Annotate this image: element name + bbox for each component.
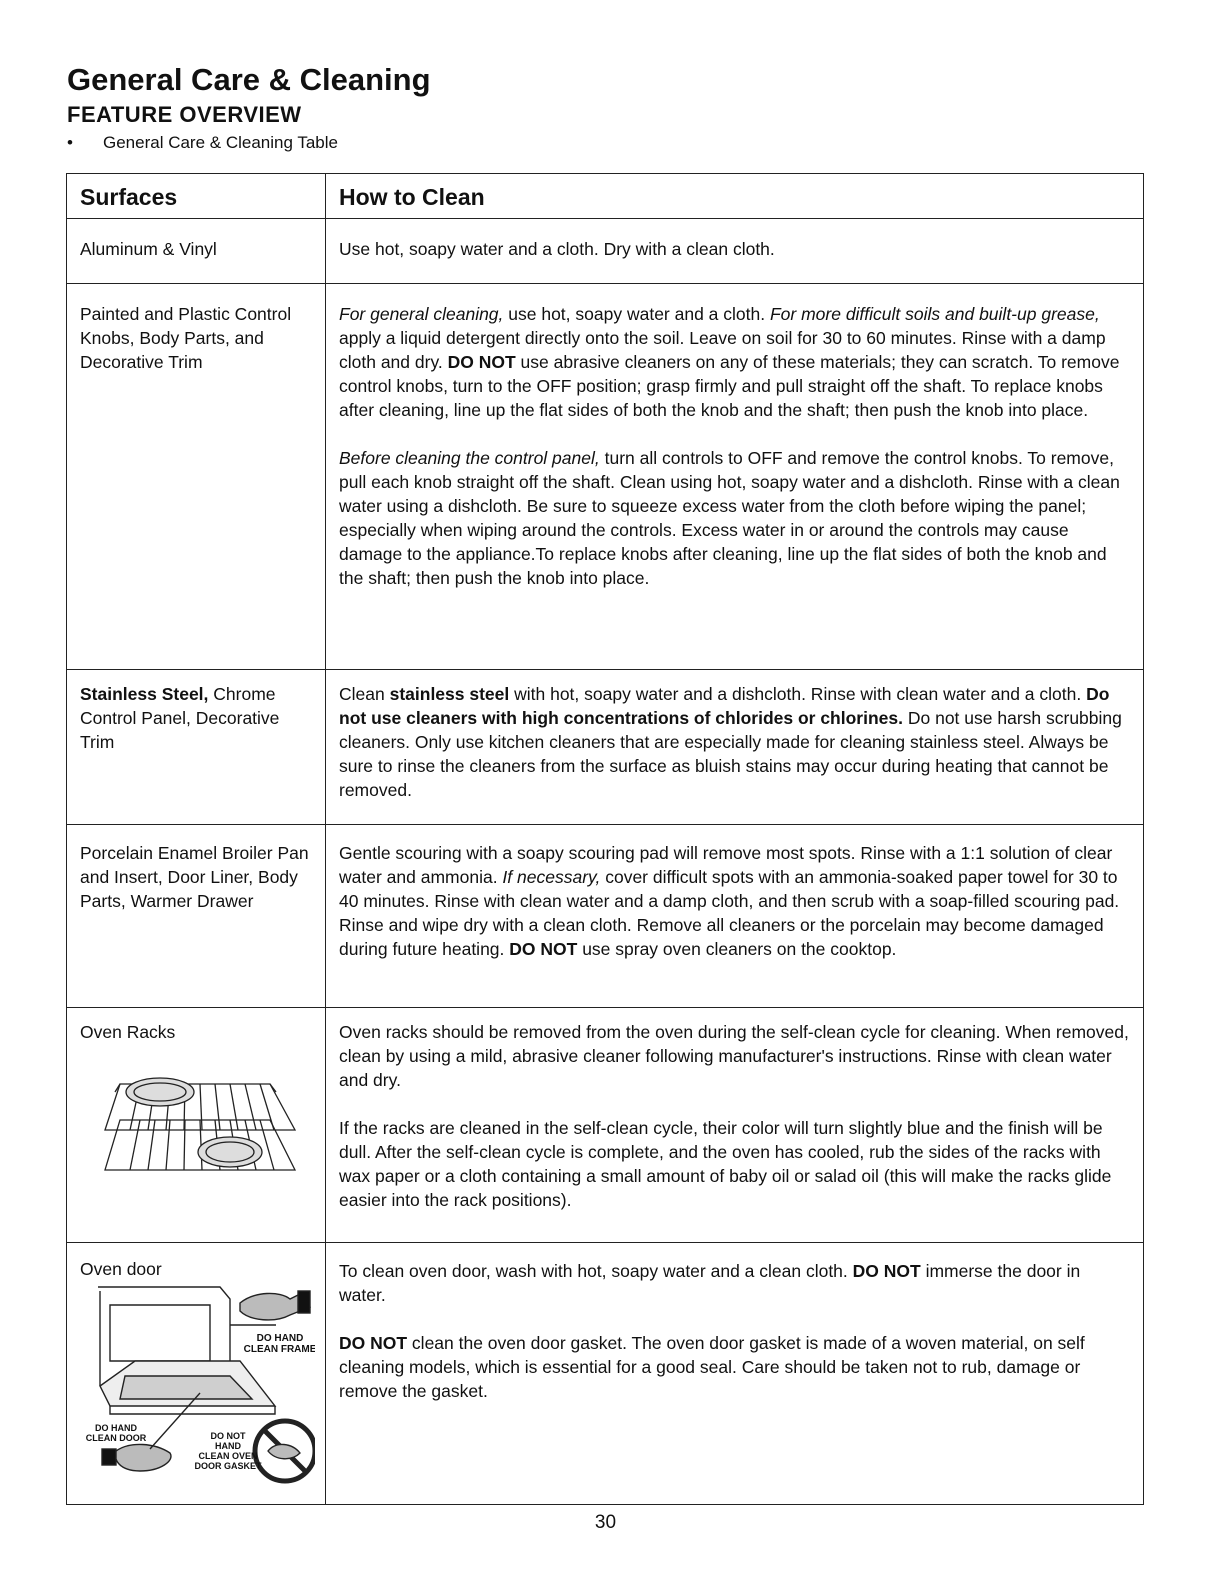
how-paragraph: [339, 682, 1131, 802]
how-paragraph: Oven racks should be removed from the oven during the self-clean cycle for cleaning. When removed, clean by using a mild, abrasive cleaner following manufacturer's instructions. Rinse with clean water and dry.: [339, 1022, 1129, 1090]
surface-bold: Stainless Steel,: [80, 684, 209, 704]
text-span: apply a liquid detergent directly onto the soil. Leave on soil for 30 to 60 minutes. Rinse with a damp cloth and dry.: [339, 328, 1106, 372]
header-how-to-clean: How to Clean: [339, 184, 485, 210]
label-clean-oven: CLEAN OVEN: [198, 1451, 258, 1461]
surface-label: Oven Racks: [80, 1022, 176, 1042]
how-paragraph: [339, 841, 1131, 961]
oven-door-illustration: [80, 1281, 315, 1493]
care-cleaning-table: [66, 173, 1144, 1505]
how-cell: [326, 219, 1143, 283]
text-span: Clean: [339, 684, 390, 704]
surface-cell: Painted and Plastic Control Knobs, Body Parts, and Decorative Trim: [67, 284, 326, 669]
label-do-not: DO NOT: [210, 1431, 246, 1441]
label-do-hand-2: DO HAND: [95, 1423, 137, 1433]
surface-cell: [67, 1008, 326, 1242]
warning-bold: DO NOT: [509, 939, 578, 959]
table-header-row: [67, 174, 1143, 218]
how-paragraph: [339, 446, 1131, 590]
label-clean-frame: CLEAN FRAME: [243, 1344, 315, 1355]
text-span: use hot, soapy water and a cloth.: [503, 304, 770, 324]
how-cell: [326, 1008, 1143, 1242]
how-cell: [326, 1243, 1143, 1504]
how-cell: [326, 670, 1143, 824]
how-cell: [326, 825, 1143, 1007]
italic-lead: Before cleaning the control panel,: [339, 448, 600, 468]
surface-label: Oven door: [80, 1259, 162, 1279]
text-span: To clean oven door, wash with hot, soapy water and a clean cloth.: [339, 1261, 853, 1281]
text-span: use spray oven cleaners on the cooktop.: [577, 939, 897, 959]
surface-cell: [67, 670, 326, 824]
label-hand: HAND: [215, 1441, 241, 1451]
surface-rest: Chrome Control Panel, Decorative Trim: [80, 684, 280, 752]
text-span: use abrasive cleaners on any of these materials; they can scratch. To remove control knobs, turn to the OFF position; grasp firmly and pull straight off the shaft. To replace knobs after cleaning, line up the flat sides of both the knob and the shaft; then push the knob into place.: [339, 352, 1120, 420]
text-span: Do not use harsh scrubbing cleaners. Only use kitchen cleaners that are especially made for cleaning stainless steel. Always be sure to rinse the cleaners from the surface as bluish stains may occur during heating that cannot be removed.: [339, 708, 1122, 800]
page-number: 30: [594, 1512, 617, 1533]
header-surfaces: Surfaces: [67, 174, 326, 218]
section-subtitle: FEATURE OVERVIEW: [67, 102, 302, 127]
bullet-icon: •: [67, 133, 73, 152]
warning-bold: DO NOT: [447, 352, 516, 372]
warning-bold: Do not use cleaners with high concentrations of chlorides or chlorines.: [339, 684, 1110, 728]
label-door-gasket: DOOR GASKET: [194, 1461, 262, 1471]
text-span: Gentle scouring with a soapy scouring pad will remove most spots. Rinse with a 1:1 solution of clear water and ammonia.: [339, 843, 1113, 887]
page-title: General Care & Cleaning: [67, 62, 431, 97]
text-span: immerse the door in water.: [339, 1261, 1081, 1305]
text-span: cover difficult spots with an ammonia-soaked paper towel for 30 to 40 minutes. Rinse with clean water and a damp cloth, and then scrub with a soap-filled scouring pad. Rinse and wipe dry with a clean cloth. Remove all cleaners or the porcelain may become damaged during future heating.: [339, 867, 1120, 959]
oven-racks-illustration: [80, 1062, 313, 1188]
table-row: [67, 283, 1143, 669]
table-row: [67, 218, 1143, 283]
surface-cell: Aluminum & Vinyl: [67, 219, 326, 283]
how-paragraph: [339, 302, 1131, 422]
how-paragraph: [339, 1331, 1131, 1403]
warning-bold: DO NOT: [852, 1261, 921, 1281]
label-clean-door: CLEAN DOOR: [85, 1433, 147, 1443]
surface-cell: Porcelain Enamel Broiler Pan and Insert, Door Liner, Body Parts, Warmer Drawer: [67, 825, 326, 1007]
table-row: [67, 824, 1143, 1007]
how-paragraph: If the racks are cleaned in the self-clean cycle, their color will turn slightly blue and the finish will be dull. After the self-clean cycle is complete, and the oven has cooled, rub the sides of the racks with wax paper or a cloth containing a small amount of baby oil or salad oil (this will make the racks glide easier into the rack positions).: [339, 1118, 1112, 1210]
italic-lead: For general cleaning,: [339, 304, 504, 324]
italic-span: For more difficult soils and built-up grease,: [769, 304, 1100, 324]
surface-cell: [67, 1243, 326, 1504]
how-cell: [326, 284, 1143, 669]
how-paragraph: [339, 1259, 1131, 1307]
label-do-hand: DO HAND: [256, 1333, 304, 1344]
bullet-item: [67, 133, 338, 153]
table-row: [67, 1242, 1143, 1504]
table-row: [67, 669, 1143, 824]
text-span: with hot, soapy water and a dishcloth. Rinse with clean water and a cloth.: [509, 684, 1087, 704]
text-span: clean the oven door gasket. The oven door gasket is made of a woven material, on self cleaning models, which is essential for a good seal. Care should be taken not to rub, damage or remove the gasket.: [339, 1333, 1085, 1401]
oven-racks-drawing: [80, 1062, 310, 1182]
warning-bold: DO NOT: [339, 1333, 408, 1353]
text-span: turn all controls to OFF and remove the control knobs. To remove, pull each knob straight off the shaft. Clean using hot, soapy water and a dishcloth. Rinse with a clean water using a dishcloth. Be sure to squeeze excess water from the cloth before wiping the panel; especially when wiping around the controls. Excess water in or around the controls may cause damage to the appliance.To replace knobs after cleaning, line up the flat sides of both the knob and the shaft; then push the knob into place.: [339, 448, 1120, 588]
bullet-text: General Care & Cleaning Table: [103, 133, 338, 152]
bold-span: stainless steel: [389, 684, 510, 704]
how-text: Use hot, soapy water and a cloth. Dry with a clean cloth.: [339, 239, 775, 259]
italic-span: If necessary,: [502, 867, 601, 887]
table-row: [67, 1007, 1143, 1242]
